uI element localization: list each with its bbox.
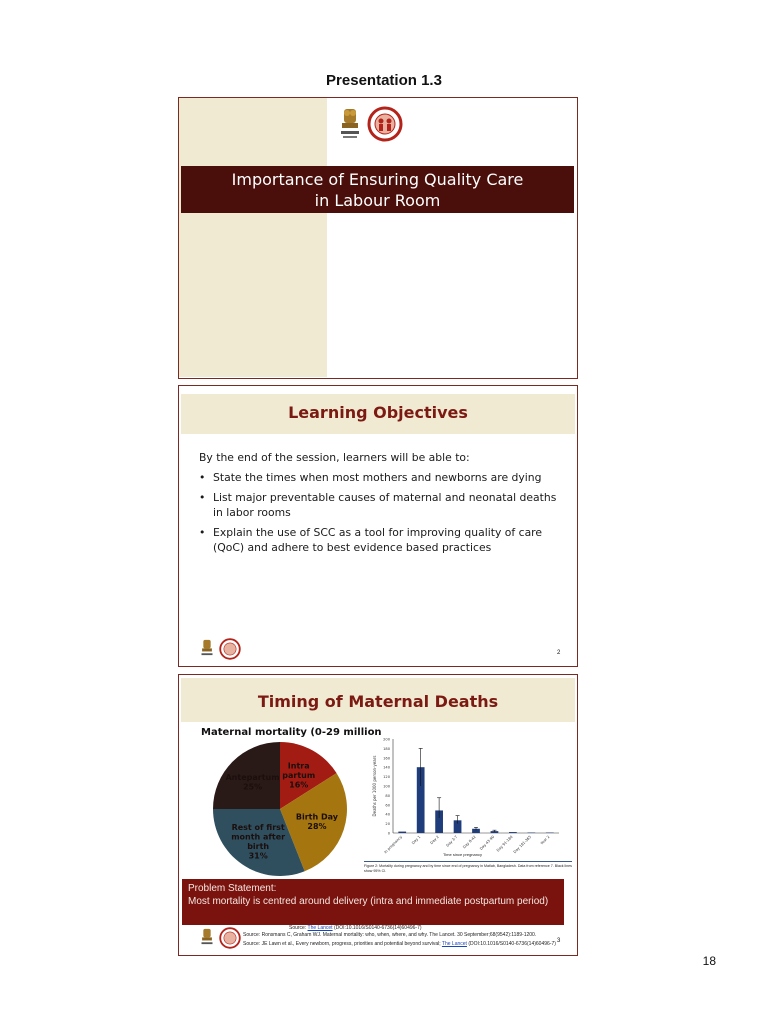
objectives-intro: By the end of the session, learners will be able to: — [199, 451, 470, 464]
nhm-logo-icon — [367, 106, 403, 142]
source-1-rest: (DOI:10.1016/S0140-6736(14)60496-7) — [333, 925, 422, 931]
source-3-rest: (DOI:10.1016/S0140-6736(14)60496-7) — [468, 941, 556, 947]
slide-3 — [178, 674, 578, 956]
x-tick-label: Day 3-7 — [445, 834, 459, 848]
objective-item: • List major preventable causes of maternal and neonatal deaths in labor rooms — [199, 490, 565, 520]
bar-chart-xlabel: Time since pregnancy — [443, 852, 482, 857]
slide-2-number: 2 — [557, 650, 561, 656]
y-tick-label: 20 — [385, 822, 390, 827]
slide-1-beige-panel — [179, 98, 327, 377]
source-line-3 — [243, 941, 563, 948]
problem-text: Most mortality is centred around delivery (intra and immediate postpartum period) — [188, 895, 549, 907]
y-tick-label: 60 — [385, 803, 390, 808]
page-number: 18 — [702, 954, 716, 968]
slide-2-title-band — [181, 394, 575, 434]
chart-heading: Maternal mortality (0-29 million — [201, 727, 382, 738]
slide-1-title-line-2: in Labour Room — [314, 191, 441, 210]
pie-label-line: Intra — [287, 761, 310, 771]
problem-label: Problem Statement: — [188, 883, 277, 894]
y-tick-label: 200 — [383, 737, 390, 742]
slide-3-title-band — [181, 678, 575, 722]
source-3-prefix: Source: JE Lawn et al., Every newborn, progress, priorities and potential beyond survival; — [243, 941, 441, 947]
y-tick-label: 0 — [387, 831, 390, 836]
bar-chart — [367, 731, 573, 863]
bar — [398, 832, 406, 833]
nhm-logo-icon — [219, 927, 241, 949]
y-tick-label: 180 — [383, 746, 390, 751]
y-tick-label: 160 — [383, 756, 390, 761]
nhm-logo-icon — [219, 638, 241, 660]
page-heading: Presentation 1.3 — [326, 72, 442, 89]
x-tick-label: Day 181-365 — [512, 834, 533, 855]
source-line-2: Source: Ronsmans C, Graham WJ. Maternal mortality: who, when, where, and why. The Lancet. 30 September;68(9542):1189-1200. — [243, 932, 537, 938]
x-tick-label: In pregnancy — [383, 834, 403, 855]
pie-label-line: 31% — [248, 851, 268, 861]
y-tick-label: 120 — [383, 775, 390, 780]
x-tick-label: Day 1 — [411, 834, 422, 846]
national-emblem-icon — [337, 106, 363, 142]
y-tick-label: 100 — [383, 784, 390, 789]
source-1-prefix: Source: — [289, 925, 307, 931]
y-axis-label: Deaths per 1000 person-years — [372, 755, 377, 817]
source-line-1 — [289, 925, 422, 932]
pie-label-line: 25% — [242, 782, 263, 792]
problem-statement-box — [182, 879, 564, 925]
objectives-list — [199, 470, 565, 555]
y-tick-label: 80 — [385, 793, 390, 798]
objective-item: • State the times when most mothers and newborns are dying — [199, 470, 565, 485]
slide-2-title: Learning Objectives — [288, 403, 468, 422]
source-1-link[interactable]: The Lancet — [307, 925, 333, 931]
source-3-link[interactable]: The Lancet — [441, 941, 467, 947]
slide-1-title-line-1: Importance of Ensuring Quality Care — [231, 170, 524, 189]
pie-label-line: Birth Day — [295, 812, 339, 822]
objectives-block — [199, 450, 565, 555]
x-tick-label: Day 8-42 — [462, 834, 477, 850]
pie-label-line: partum — [282, 770, 316, 780]
x-tick-label: Day 2 — [429, 834, 440, 846]
bar-figure-note: Figure 2: Mortality during pregnancy and by time since end of pregnancy in Matlab, Bangladesh. Data from reference 7. Black lines show 95% CI. — [364, 864, 572, 873]
slide-2 — [178, 385, 578, 667]
pie-label-line: Rest of first — [231, 822, 285, 832]
pie-chart — [195, 739, 365, 879]
slide-1-title-bar — [181, 166, 574, 213]
objective-item: • Explain the use of SCC as a tool for improving quality of care (QoC) and adhere to best evidence based practices — [199, 525, 565, 555]
y-tick-label: 40 — [385, 812, 390, 817]
slide-1 — [178, 97, 578, 379]
pie-label-line: month after — [231, 832, 286, 842]
national-emblem-icon — [199, 927, 215, 949]
pie-label-line: birth — [247, 841, 270, 851]
pie-label-line: 28% — [307, 821, 327, 831]
figure-rule — [364, 861, 572, 862]
slide-3-number: 3 — [557, 938, 561, 944]
x-tick-label: Day 43-90 — [479, 834, 496, 851]
bar — [509, 832, 517, 833]
y-tick-label: 140 — [383, 765, 390, 770]
slide-3-title: Timing of Maternal Deaths — [257, 692, 499, 711]
pie-label-line: 16% — [289, 780, 309, 790]
national-emblem-icon — [199, 638, 215, 660]
x-tick-label: Year 2 — [539, 834, 551, 846]
pie-label-line: Antepartum — [225, 772, 280, 782]
x-tick-label: Day 91-180 — [495, 834, 514, 853]
